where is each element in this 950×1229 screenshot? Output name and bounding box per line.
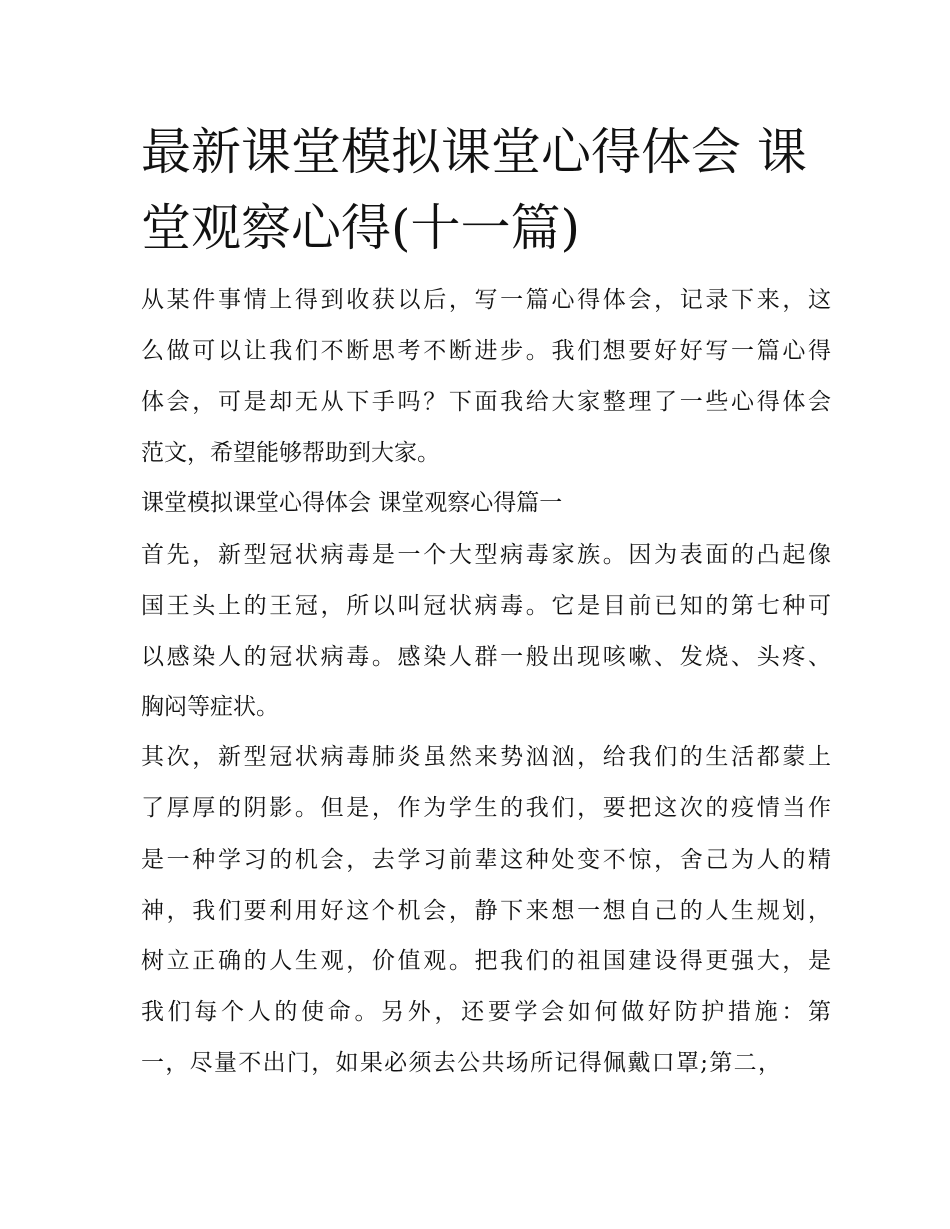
- intro-line-3: 体会，可是却无从下手吗？下面我给大家整理了一些心得体会: [141, 389, 831, 415]
- paragraph1-line-3: 以感染人的冠状病毒。感染人群一般出现咳嗽、发烧、头疼、: [141, 644, 831, 670]
- paragraph2-line-7: 一，尽量不出门，如果必须去公共场所记得佩戴口罩;第二，: [141, 1050, 781, 1076]
- paragraph2-line-6: 我们每个人的使命。另外，还要学会如何做好防护措施：第: [141, 999, 831, 1025]
- section-heading: 课堂模拟课堂心得体会 课堂观察心得篇一: [141, 490, 563, 516]
- intro-line-2: 么做可以让我们不断思考不断进步。我们想要好好写一篇心得: [141, 338, 831, 364]
- paragraph2-line-3: 是一种学习的机会，去学习前辈这种处变不惊，舍己为人的精: [141, 847, 831, 873]
- paragraph1-line-4: 胸闷等症状。: [141, 694, 279, 720]
- paragraph2-line-5: 树立正确的人生观，价值观。把我们的祖国建设得更强大，是: [141, 948, 831, 974]
- paragraph2-line-2: 了厚厚的阴影。但是，作为学生的我们，要把这次的疫情当作: [141, 795, 831, 821]
- document-title: [141, 114, 831, 266]
- paragraph2-line-4: 神，我们要利用好这个机会，静下来想一想自己的人生规划，: [141, 898, 831, 924]
- paragraph1-line-1: 首先，新型冠状病毒是一个大型病毒家族。因为表面的凸起像: [141, 542, 831, 568]
- intro-line-1: 从某件事情上得到收获以后，写一篇心得体会，记录下来，这: [141, 287, 831, 313]
- title-line-1: 最新课堂模拟课堂心得体会 课: [141, 123, 807, 181]
- paragraph1-line-2: 国王头上的王冠，所以叫冠状病毒。它是目前已知的第七种可: [141, 593, 831, 619]
- intro-line-4: 范文，希望能够帮助到大家。: [141, 440, 440, 466]
- title-line-2: 堂观察心得(十一篇): [141, 199, 581, 257]
- paragraph2-line-1: 其次，新型冠状病毒肺炎虽然来势汹汹，给我们的生活都蒙上: [141, 744, 831, 770]
